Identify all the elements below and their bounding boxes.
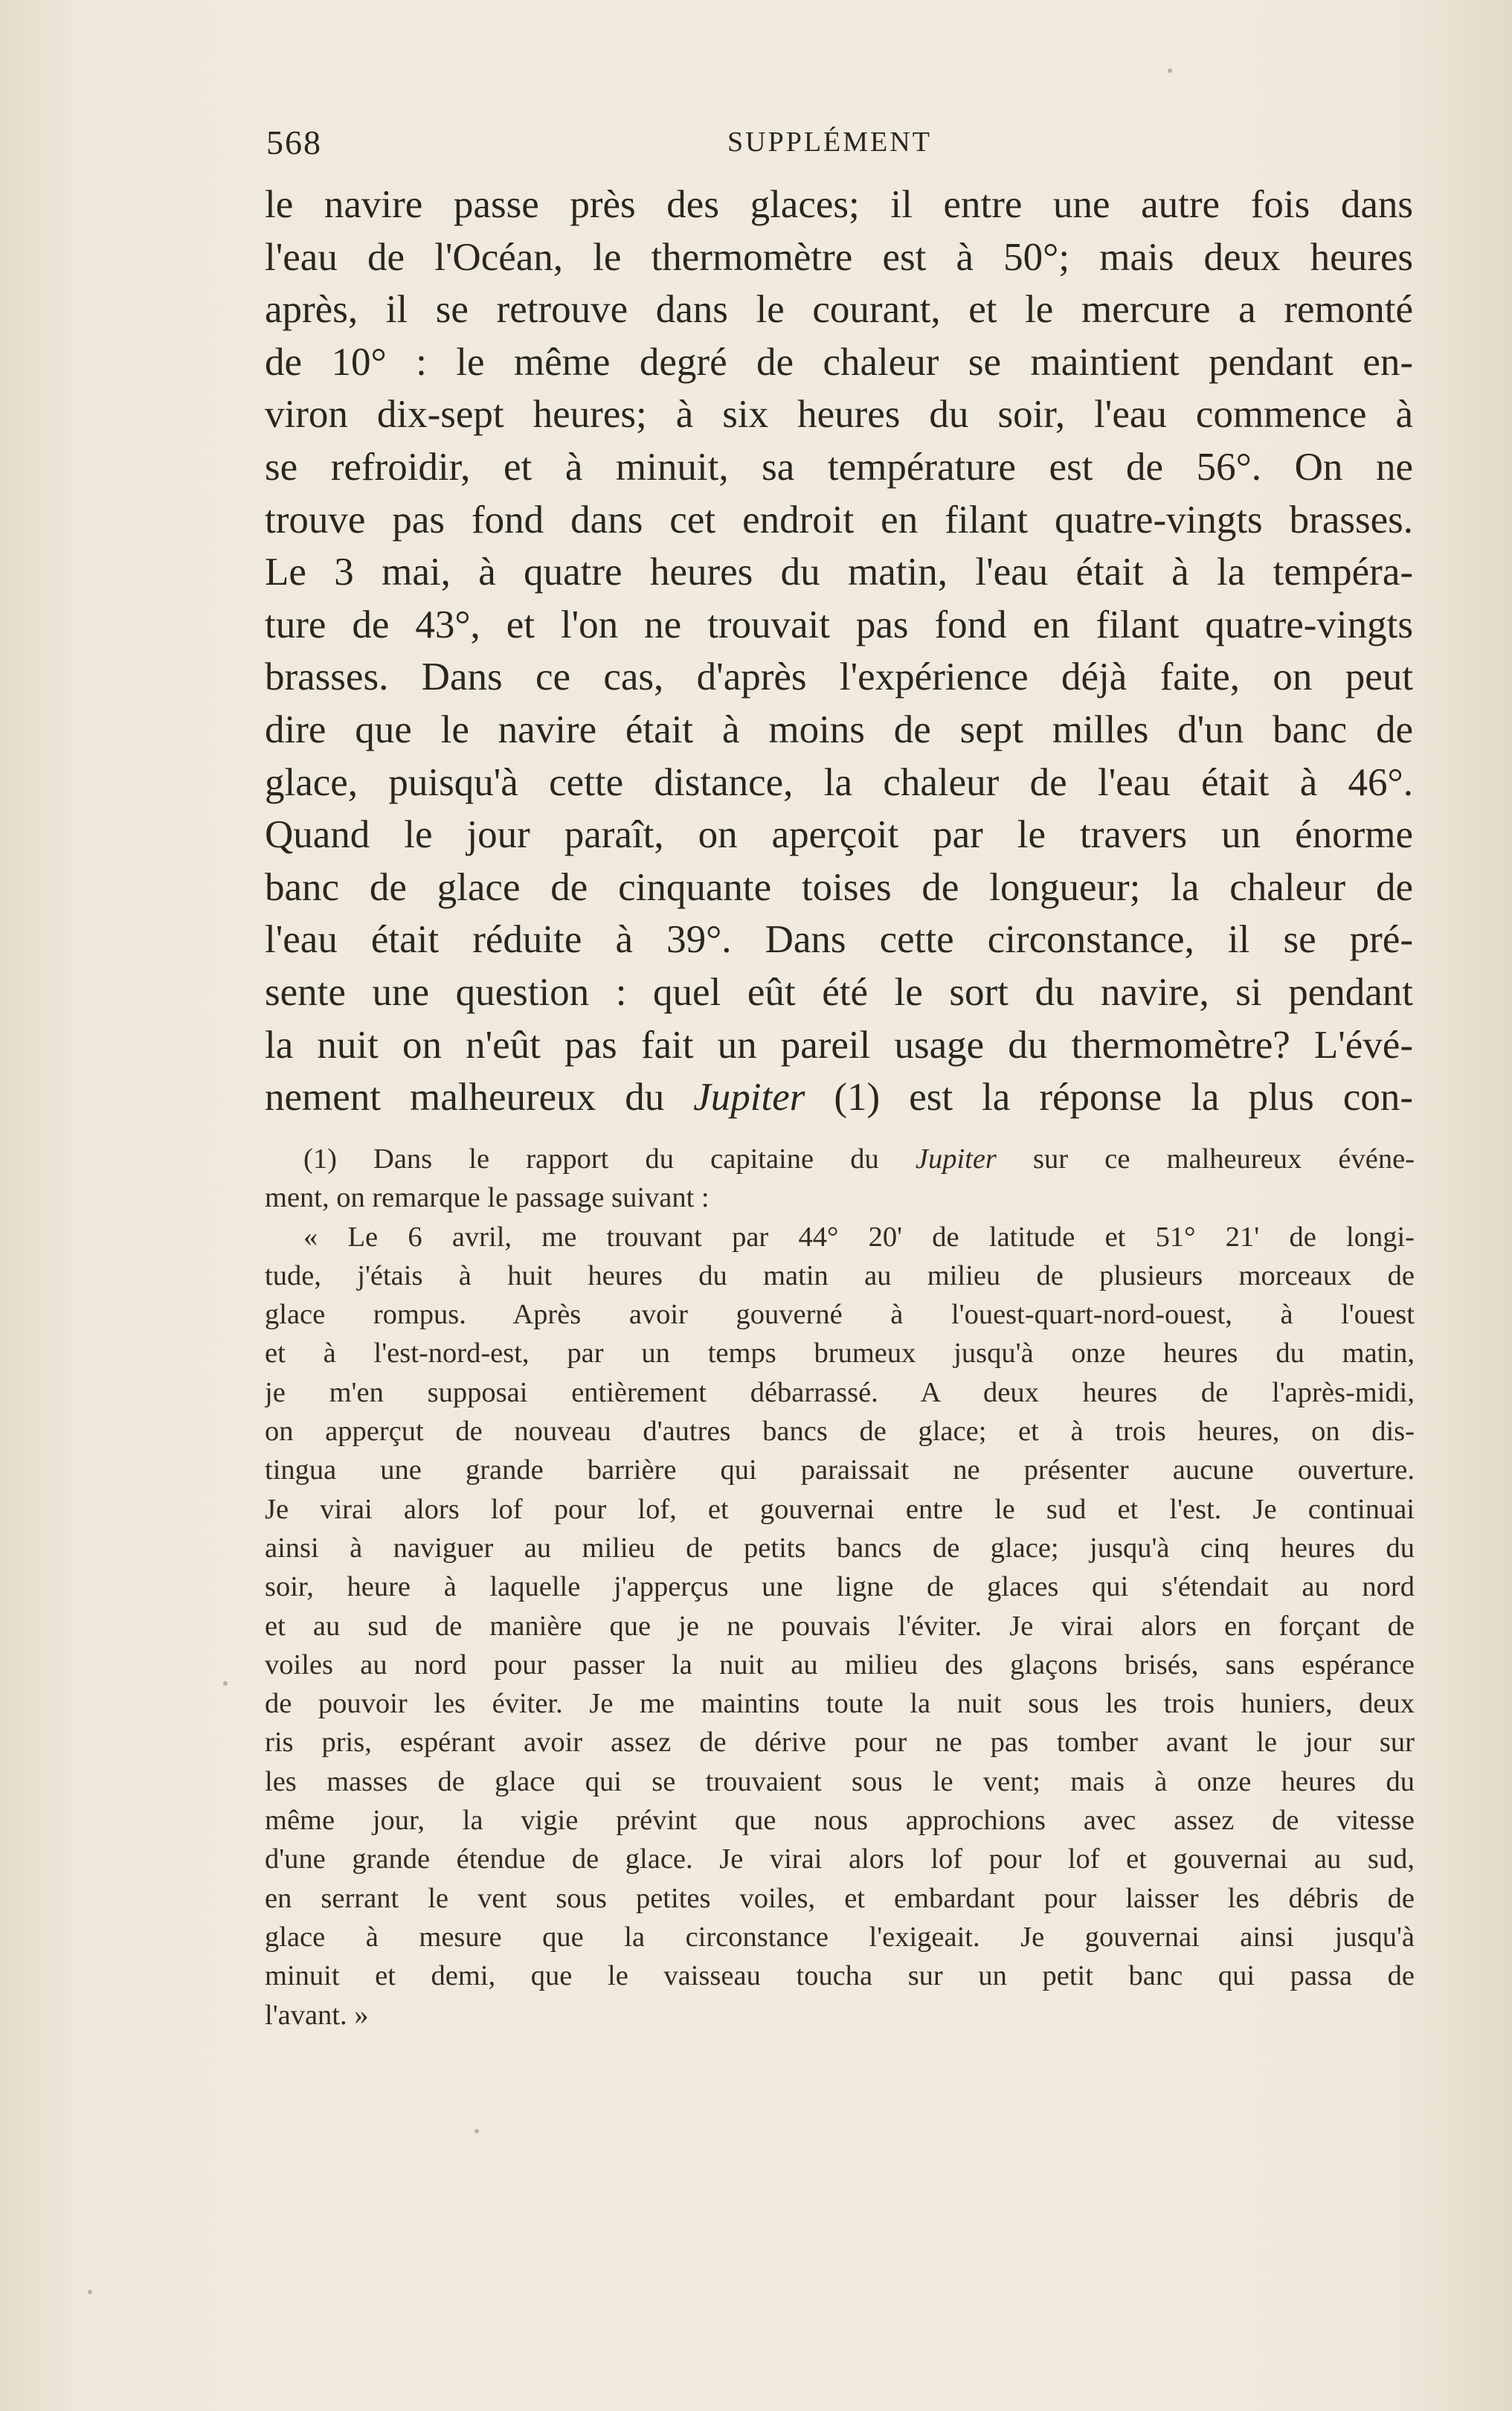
footnote-line: d'une grande étendue de glace. Je virai alors lof pour lof et gouvernai au sud, [265, 1843, 1415, 1875]
text-line: brasses. Dans ce cas, d'après l'expérience déjà faite, on peut [265, 655, 1413, 699]
footnote-line: voiles au nord pour passer la nuit au milieu des glaçons brisés, sans espérance [265, 1648, 1415, 1680]
footnote-line-first [265, 1140, 1415, 1178]
paper-speck [223, 1681, 228, 1686]
text-line: trouve pas fond dans cet endroit en filant quatre-vingts brasses. [265, 498, 1413, 542]
text-line: après, il se retrouve dans le courant, et le mercure a remonté [265, 288, 1413, 332]
running-head: SUPPLÉMENT [727, 126, 932, 158]
footnote-line: glace rompus. Après avoir gouverné à l'ouest-quart-nord-ouest, à l'ouest [265, 1299, 1415, 1331]
page-header [266, 123, 1412, 175]
text-line: l'eau était réduite à 39°. Dans cette circonstance, il se pré- [265, 918, 1413, 962]
footnote-line: tingua une grande barrière qui paraissait ne présenter aucune ouverture. [265, 1454, 1415, 1486]
text-line: la nuit on n'eût pas fait un pareil usage du thermomètre? L'évé- [265, 1023, 1413, 1067]
footnote-line: et au sud de manière que je ne pouvais l'éviter. Je virai alors en forçant de [265, 1610, 1415, 1642]
footnote-line: ment, on remarque le passage suivant : [265, 1182, 710, 1214]
footnote-fragment: sur ce malheureux événe- [996, 1143, 1415, 1175]
footnote-line: même jour, la vigie prévint que nous approchions avec assez de vitesse [265, 1805, 1415, 1837]
footnote-line: soir, heure à laquelle j'apperçus une ligne de glaces qui s'étendait au nord [265, 1571, 1415, 1603]
text-line: sente une question : quel eût été le sort du navire, si pendant [265, 970, 1413, 1014]
text-line: Le 3 mai, à quatre heures du matin, l'eau était à la tempéra- [265, 550, 1413, 594]
text-line: banc de glace de cinquante toises de longueur; la chaleur de [265, 865, 1413, 909]
footnote-line: Je virai alors lof pour lof, et gouvernai entre le sud et l'est. Je continuai [265, 1493, 1415, 1525]
footnote-line: « Le 6 avril, me trouvant par 44° 20' de latitude et 51° 21' de longi- [303, 1221, 1415, 1253]
footnote-line: glace à mesure que la circonstance l'exigeait. Je gouvernai ainsi jusqu'à [265, 1921, 1415, 1953]
footnote-line: ris pris, espérant avoir assez de dérive pour ne pas tomber avant le jour sur [265, 1727, 1415, 1759]
page-number: 568 [266, 123, 322, 161]
text-line: le navire passe près des glaces; il entre une autre fois dans [265, 183, 1413, 226]
text-line: Quand le jour paraît, on aperçoit par le travers un énorme [265, 813, 1413, 857]
text-line: ture de 43°, et l'on ne trouvait pas fond en filant quatre-vingts [265, 603, 1413, 646]
footnote-line: et à l'est-nord-est, par un temps brumeux jusqu'à onze heures du matin, [265, 1338, 1415, 1370]
text-line: de 10° : le même degré de chaleur se maintient pendant en- [265, 340, 1413, 384]
text-fragment: nement malheureux du [265, 1076, 694, 1120]
text-line: se refroidir, et à minuit, sa température est de 56°. On ne [265, 445, 1413, 489]
footnote-line-last: l'avant. » [265, 1999, 369, 2031]
paper-speck [474, 2129, 479, 2134]
footnote-line: ainsi à naviguer au milieu de petits bancs de glace; jusqu'à cinq heures du [265, 1532, 1415, 1564]
footnote-line: en serrant le vent sous petites voiles, et embardant pour laisser les débris de [265, 1882, 1415, 1914]
text-line-last [265, 1071, 1413, 1124]
text-line: glace, puisqu'à cette distance, la chaleur de l'eau était à 46°. [265, 760, 1413, 804]
ship-name-italic: Jupiter [915, 1143, 997, 1175]
footnote-line: les masses de glace qui se trouvaient sous le vent; mais à onze heures du [265, 1765, 1415, 1797]
text-line: l'eau de l'Océan, le thermomètre est à 50°; mais deux heures [265, 235, 1413, 279]
main-text [265, 179, 1413, 1124]
footnote [265, 1140, 1415, 2035]
paper-speck [1168, 68, 1172, 73]
text-line: dire que le navire était à moins de sept milles d'un banc de [265, 707, 1413, 751]
footnote-line: tude, j'étais à huit heures du matin au milieu de plusieurs morceaux de [265, 1259, 1415, 1291]
footnote-line: de pouvoir les éviter. Je me maintins toute la nuit sous les trois huniers, deux [265, 1688, 1415, 1720]
footnote-fragment: (1) Dans le rapport du capitaine du [303, 1143, 916, 1175]
text-fragment: (1) est la réponse la plus con- [805, 1076, 1413, 1120]
footnote-line: on apperçut de nouveau d'autres bancs de glace; et à trois heures, on dis- [265, 1416, 1415, 1448]
footnote-line: je m'en supposai entièrement débarrassé. A deux heures de l'après-midi, [265, 1376, 1415, 1408]
text-line: viron dix-sept heures; à six heures du soir, l'eau commence à [265, 393, 1413, 437]
ship-name-italic: Jupiter [693, 1076, 805, 1120]
footnote-line: minuit et demi, que le vaisseau toucha sur un petit banc qui passa de [265, 1960, 1415, 1992]
paper-speck [88, 2290, 92, 2294]
